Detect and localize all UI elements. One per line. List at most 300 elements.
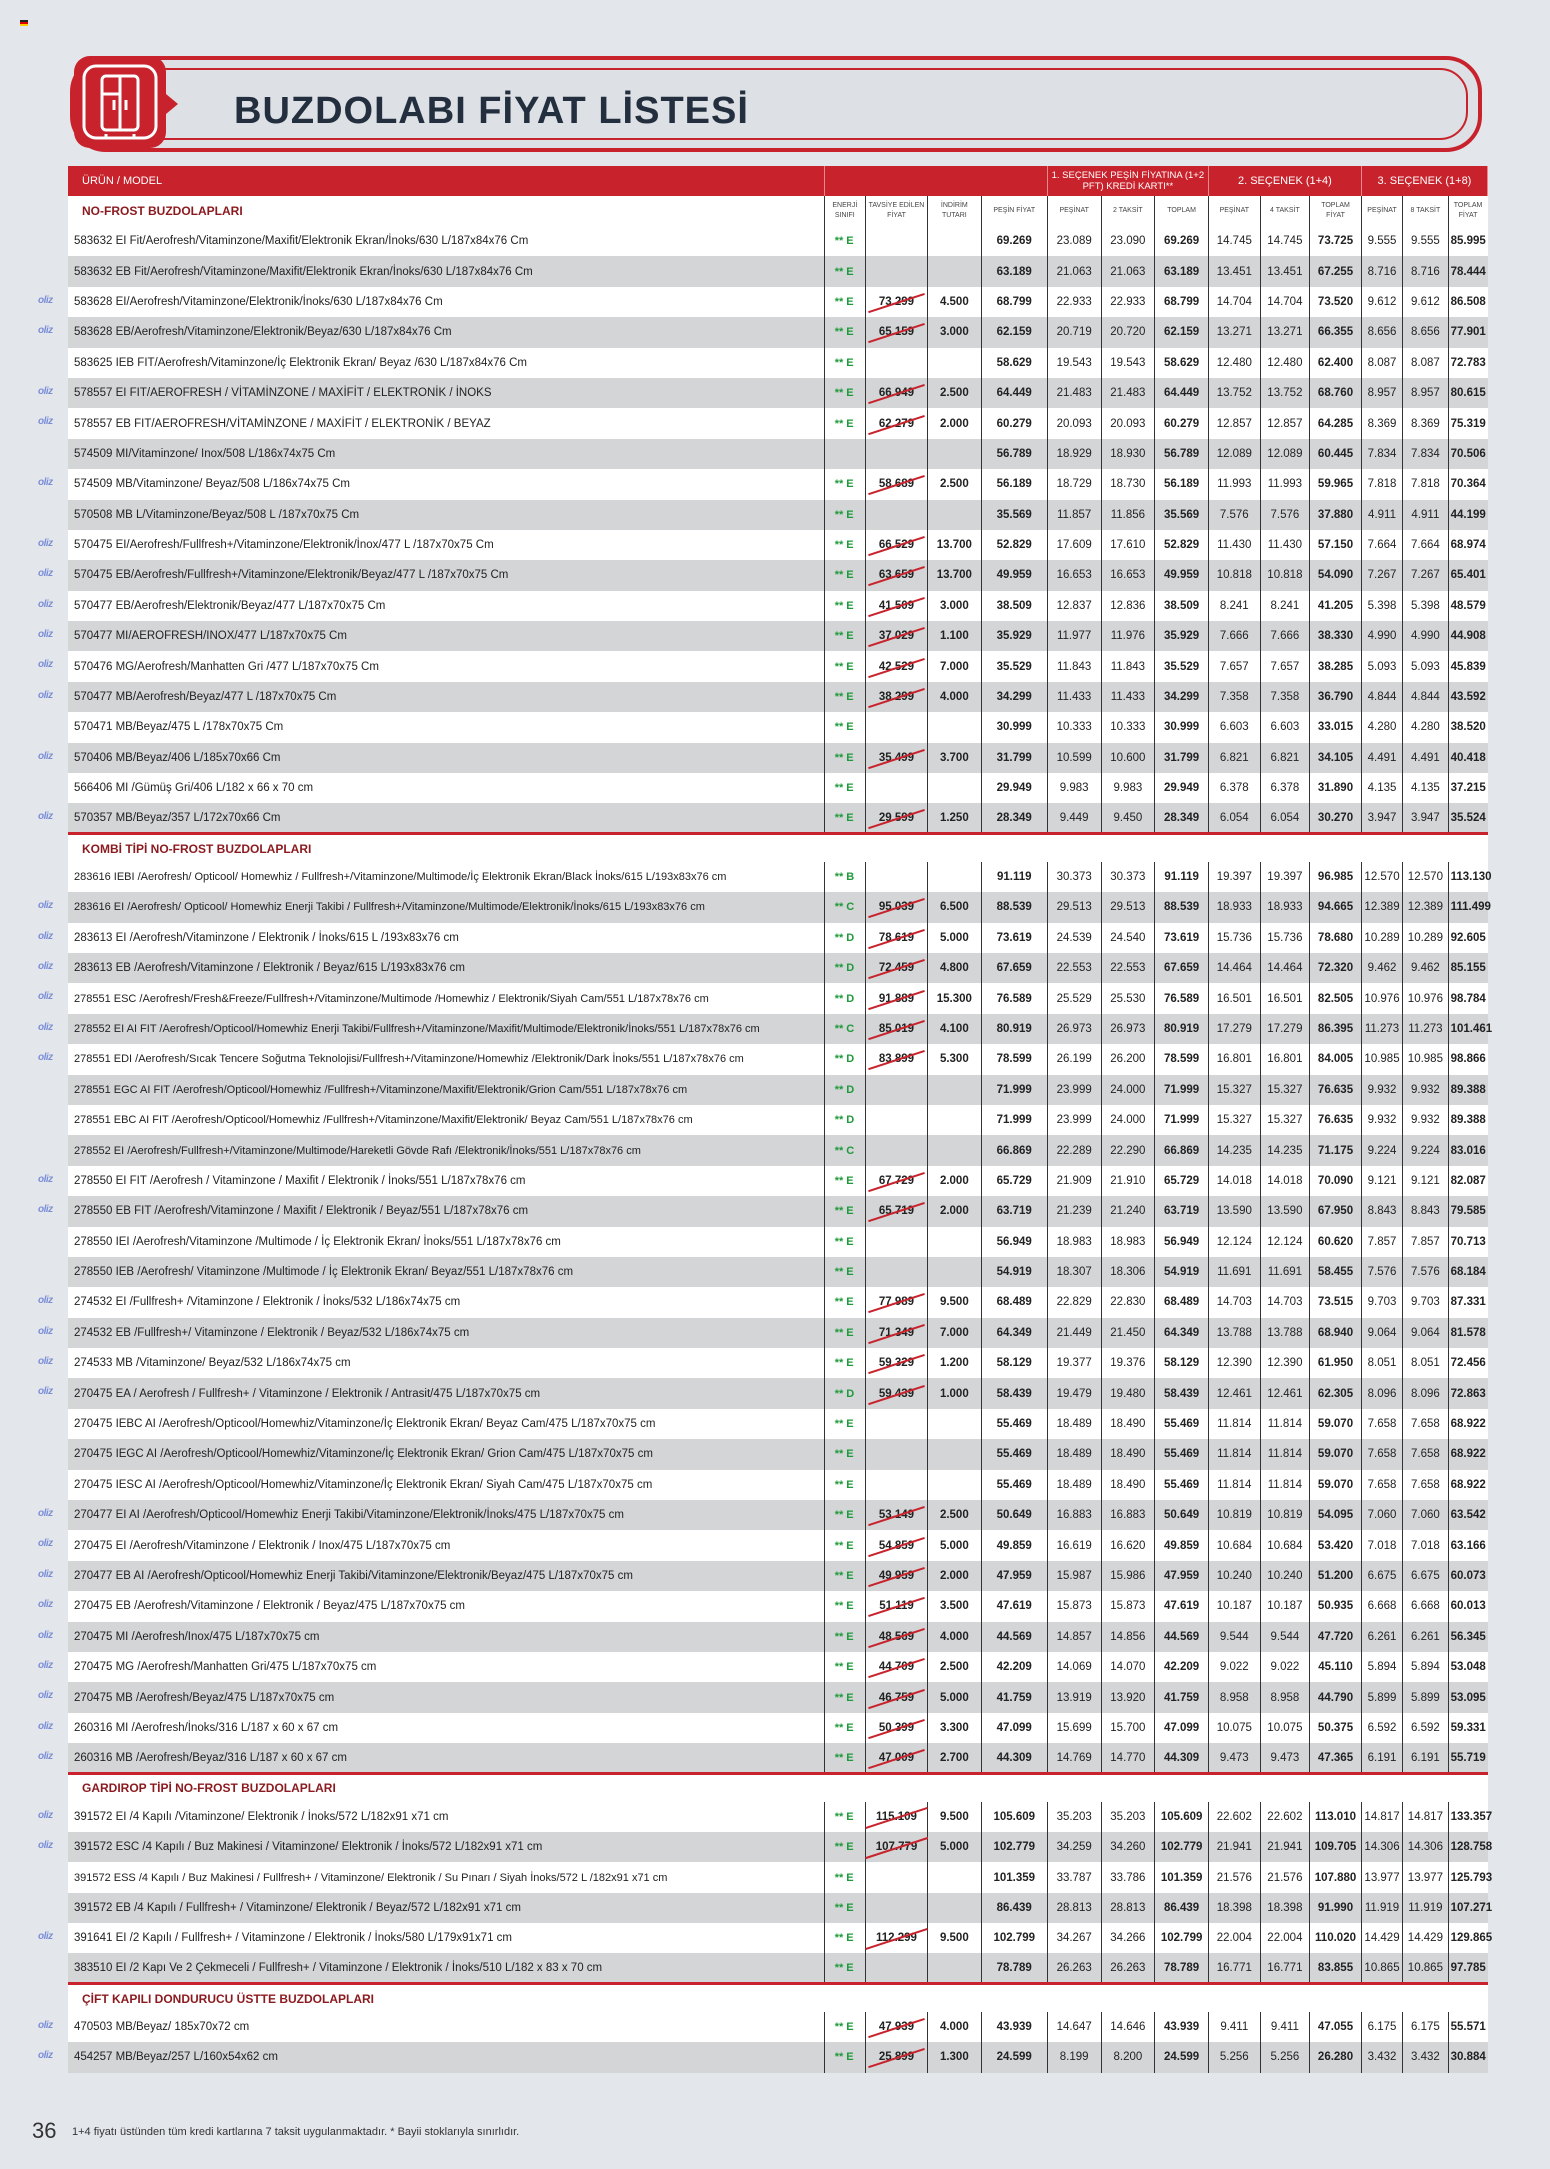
price-list xyxy=(866,651,928,681)
price-i3: 5.894 xyxy=(1403,1652,1448,1682)
price-d3: 7.018 xyxy=(1361,1530,1402,1560)
price-t3: 113.130 xyxy=(1448,862,1487,892)
price-d3: 8.096 xyxy=(1361,1378,1402,1408)
price-d1: 18.929 xyxy=(1047,439,1101,469)
oliz-badge: oliz xyxy=(38,1538,53,1550)
price-d1: 25.529 xyxy=(1047,983,1101,1013)
price-t3: 111.499 xyxy=(1448,892,1487,922)
model-name: 283613 EI /Aerofresh/Vitaminzone / Elektronik / İnoks/615 L /193x83x76 cm xyxy=(74,931,459,944)
price-t2: 58.455 xyxy=(1310,1257,1362,1287)
model-name: 278550 IEB /Aerofresh/ Vitaminzone /Multimode / İç Elektronik Ekran/ Beyaz/551 L/187x78x76 cm xyxy=(74,1266,574,1279)
price-i1: 14.770 xyxy=(1101,1743,1155,1773)
price-list xyxy=(866,1105,928,1135)
table-row xyxy=(68,1682,1488,1712)
price-t2: 47.365 xyxy=(1310,1743,1362,1773)
price-i3: 14.306 xyxy=(1403,1832,1448,1862)
model-name: 570477 MI/AEROFRESH/INOX/477 L/187x70x75 Cm xyxy=(74,630,347,643)
table-row xyxy=(68,1713,1488,1743)
subheader-cell: TAVSİYE EDİLEN FİYAT xyxy=(866,196,928,226)
price-i1: 21.483 xyxy=(1101,378,1155,408)
price-i2: 11.993 xyxy=(1260,469,1310,499)
price-d3: 7.658 xyxy=(1361,1409,1402,1439)
table-row xyxy=(68,439,1488,469)
price-i1: 26.973 xyxy=(1101,1014,1155,1044)
price-i2: 15.327 xyxy=(1260,1075,1310,1105)
list-price: 67.729 xyxy=(878,1174,915,1187)
price-i3: 13.977 xyxy=(1403,1862,1448,1892)
price-i1: 19.480 xyxy=(1101,1378,1155,1408)
price-d1: 16.653 xyxy=(1047,560,1101,590)
price-t3: 70.506 xyxy=(1448,439,1487,469)
price-d3: 6.191 xyxy=(1361,1743,1402,1773)
price-i3: 12.389 xyxy=(1403,892,1448,922)
price-d3: 9.555 xyxy=(1361,226,1402,256)
price-d1: 19.479 xyxy=(1047,1378,1101,1408)
price-i3: 9.224 xyxy=(1403,1135,1448,1165)
energy-class: ** E xyxy=(824,1953,865,1983)
price-i2: 11.430 xyxy=(1260,530,1310,560)
price-d2: 22.004 xyxy=(1208,1923,1260,1953)
price-t3: 68.974 xyxy=(1448,530,1487,560)
model-cell xyxy=(38,560,824,590)
price-d2: 10.818 xyxy=(1208,560,1260,590)
price-i2: 13.451 xyxy=(1260,256,1310,286)
price-i3: 4.911 xyxy=(1403,500,1448,530)
model-name: 270475 IEBC AI /Aerofresh/Opticool/Homewhiz/Vitaminzone/İç Elektronik Ekran/ Beyaz Cam/475 L/187x70x75 cm xyxy=(74,1418,656,1431)
price-cash: 42.209 xyxy=(981,1652,1047,1682)
energy-class: ** E xyxy=(824,378,865,408)
price-d2: 12.461 xyxy=(1208,1378,1260,1408)
price-d1: 14.069 xyxy=(1047,1652,1101,1682)
price-i1: 18.930 xyxy=(1101,439,1155,469)
price-disc: 3.000 xyxy=(927,317,981,347)
price-i3: 6.592 xyxy=(1403,1713,1448,1743)
oliz-badge: oliz xyxy=(38,1052,53,1064)
price-d3: 6.261 xyxy=(1361,1622,1402,1652)
price-disc: 5.000 xyxy=(927,1832,981,1862)
price-d3: 11.919 xyxy=(1361,1893,1402,1923)
price-list xyxy=(866,1378,928,1408)
price-d2: 10.187 xyxy=(1208,1591,1260,1621)
price-disc: 1.100 xyxy=(927,621,981,651)
price-i1: 13.920 xyxy=(1101,1682,1155,1712)
price-list xyxy=(866,1561,928,1591)
model-cell xyxy=(68,226,824,256)
price-t3: 68.922 xyxy=(1448,1439,1487,1469)
table-row xyxy=(68,1014,1488,1044)
energy-class: ** E xyxy=(824,1923,865,1953)
oliz-badge: oliz xyxy=(38,1173,53,1185)
price-i1: 9.450 xyxy=(1101,803,1155,833)
price-list xyxy=(866,1802,928,1832)
price-d3: 9.224 xyxy=(1361,1135,1402,1165)
price-i2: 6.054 xyxy=(1260,803,1310,833)
price-t3: 85.155 xyxy=(1448,953,1487,983)
list-price: 59.439 xyxy=(878,1387,915,1400)
table-row xyxy=(68,983,1488,1013)
price-i1: 21.450 xyxy=(1101,1318,1155,1348)
table-row xyxy=(68,773,1488,803)
price-d1: 14.769 xyxy=(1047,1743,1101,1773)
list-price: 35.499 xyxy=(878,751,915,764)
model-name: 283616 EI /Aerofresh/ Opticool/ Homewhiz Enerji Takibi / Fullfresh+/Vitaminzone/Multimode/Elektronik/İnoks/615 L/193x83x76 cm xyxy=(74,901,705,914)
price-disc: 2.000 xyxy=(927,408,981,438)
table-row xyxy=(68,348,1488,378)
model-cell xyxy=(38,1652,824,1682)
price-d1: 21.483 xyxy=(1047,378,1101,408)
model-name: 270475 EI /Aerofresh/Vitaminzone / Elektronik / Inox/475 L/187x70x75 cm xyxy=(74,1539,451,1552)
price-list xyxy=(866,2042,928,2072)
price-d2: 8.241 xyxy=(1208,591,1260,621)
oliz-badge: oliz xyxy=(38,416,53,428)
price-t1: 65.729 xyxy=(1155,1166,1209,1196)
price-i2: 10.187 xyxy=(1260,1591,1310,1621)
price-cash: 47.959 xyxy=(981,1561,1047,1591)
price-d3: 7.834 xyxy=(1361,439,1402,469)
price-disc: 9.500 xyxy=(927,1802,981,1832)
price-list xyxy=(866,1862,928,1892)
energy-class: ** E xyxy=(824,1257,865,1287)
price-d2: 7.358 xyxy=(1208,682,1260,712)
list-price: 72.459 xyxy=(878,962,915,975)
energy-class: ** D xyxy=(824,953,865,983)
price-t2: 82.505 xyxy=(1310,983,1362,1013)
price-list xyxy=(866,743,928,773)
model-cell xyxy=(38,1044,824,1074)
price-t2: 34.105 xyxy=(1310,743,1362,773)
price-disc: 9.500 xyxy=(927,1287,981,1317)
energy-class: ** B xyxy=(824,862,865,892)
price-d1: 33.787 xyxy=(1047,1862,1101,1892)
price-cash: 50.649 xyxy=(981,1500,1047,1530)
price-t2: 31.890 xyxy=(1310,773,1362,803)
oliz-badge: oliz xyxy=(38,1295,53,1307)
price-t2: 73.520 xyxy=(1310,287,1362,317)
price-disc: 5.000 xyxy=(927,923,981,953)
price-i3: 7.576 xyxy=(1403,1257,1448,1287)
price-i2: 6.821 xyxy=(1260,743,1310,773)
energy-class: ** E xyxy=(824,1591,865,1621)
price-list xyxy=(866,1622,928,1652)
price-d1: 30.373 xyxy=(1047,862,1101,892)
price-d3: 9.121 xyxy=(1361,1166,1402,1196)
price-d3: 12.570 xyxy=(1361,862,1402,892)
price-d2: 13.271 xyxy=(1208,317,1260,347)
option2-header: 2. SEÇENEK (1+4) xyxy=(1208,166,1361,196)
price-cash: 60.279 xyxy=(981,408,1047,438)
energy-class: ** C xyxy=(824,892,865,922)
energy-class: ** E xyxy=(824,1470,865,1500)
price-i1: 9.983 xyxy=(1101,773,1155,803)
price-i2: 8.958 xyxy=(1260,1682,1310,1712)
list-price: 44.709 xyxy=(878,1661,915,1674)
model-name: 383510 EI /2 Kapı Ve 2 Çekmeceli / Fullfresh+ / Vitaminzone / Elektronik / İnoks/510 L/182 x 83 x 70 cm xyxy=(74,1961,603,1974)
price-i2: 7.576 xyxy=(1260,500,1310,530)
price-i2: 9.473 xyxy=(1260,1743,1310,1773)
price-cash: 43.939 xyxy=(981,2012,1047,2042)
price-disc xyxy=(927,1470,981,1500)
oliz-badge: oliz xyxy=(38,1356,53,1368)
subheader-cell: PEŞİNAT xyxy=(1361,196,1402,226)
energy-class: ** E xyxy=(824,1713,865,1743)
price-t2: 110.020 xyxy=(1310,1923,1362,1953)
price-disc: 1.000 xyxy=(927,1378,981,1408)
price-i2: 12.124 xyxy=(1260,1227,1310,1257)
price-disc: 3.300 xyxy=(927,1713,981,1743)
price-i2: 10.818 xyxy=(1260,560,1310,590)
subheader-cell: TOPLAM FİYAT xyxy=(1448,196,1487,226)
price-i2: 11.814 xyxy=(1260,1409,1310,1439)
price-t1: 102.799 xyxy=(1155,1923,1209,1953)
model-cell xyxy=(38,378,824,408)
model-name: 570406 MB/Beyaz/406 L/185x70x66 Cm xyxy=(74,751,281,764)
price-t1: 34.299 xyxy=(1155,682,1209,712)
price-cash: 47.099 xyxy=(981,1713,1047,1743)
price-i1: 10.333 xyxy=(1101,712,1155,742)
price-t3: 98.784 xyxy=(1448,983,1487,1013)
price-d1: 34.259 xyxy=(1047,1832,1101,1862)
table-row xyxy=(68,1227,1488,1257)
price-cash: 76.589 xyxy=(981,983,1047,1013)
price-t1: 35.929 xyxy=(1155,621,1209,651)
price-t3: 129.865 xyxy=(1448,1923,1487,1953)
price-d3: 7.060 xyxy=(1361,1500,1402,1530)
model-cell xyxy=(68,1135,824,1165)
energy-class: ** E xyxy=(824,591,865,621)
price-d2: 11.814 xyxy=(1208,1470,1260,1500)
list-price: 115.109 xyxy=(876,1810,917,1823)
price-list xyxy=(866,1470,928,1500)
price-i2: 11.814 xyxy=(1260,1470,1310,1500)
price-i3: 7.018 xyxy=(1403,1530,1448,1560)
price-i1: 28.813 xyxy=(1101,1893,1155,1923)
table-row xyxy=(68,1196,1488,1226)
price-t3: 44.199 xyxy=(1448,500,1487,530)
list-price: 112.299 xyxy=(876,1932,917,1945)
price-d3: 6.175 xyxy=(1361,2012,1402,2042)
price-i3: 3.432 xyxy=(1403,2042,1448,2072)
table-row xyxy=(68,682,1488,712)
model-name: 260316 MI /Aerofresh/İnoks/316 L/187 x 60 x 67 cm xyxy=(74,1721,339,1734)
model-cell xyxy=(38,591,824,621)
price-t1: 78.789 xyxy=(1155,1953,1209,1983)
oliz-badge: oliz xyxy=(38,900,53,912)
model-cell xyxy=(38,1287,824,1317)
energy-class: ** E xyxy=(824,1227,865,1257)
price-d3: 7.664 xyxy=(1361,530,1402,560)
oliz-badge: oliz xyxy=(38,1690,53,1702)
price-cash: 68.799 xyxy=(981,287,1047,317)
model-cell xyxy=(38,287,824,317)
price-t1: 58.129 xyxy=(1155,1348,1209,1378)
price-d3: 7.818 xyxy=(1361,469,1402,499)
header-spacer xyxy=(824,166,1047,196)
model-name: 570475 EB/Aerofresh/Fullfresh+/Vitaminzone/Elektronik/Beyaz/477 L /187x70x75 Cm xyxy=(74,569,509,582)
price-d3: 6.668 xyxy=(1361,1591,1402,1621)
table-row xyxy=(68,1591,1488,1621)
price-t1: 58.629 xyxy=(1155,348,1209,378)
price-list xyxy=(866,953,928,983)
price-i3: 7.658 xyxy=(1403,1409,1448,1439)
model-cell xyxy=(68,1075,824,1105)
table-row xyxy=(68,1439,1488,1469)
model-cell xyxy=(68,1439,824,1469)
price-i1: 21.240 xyxy=(1101,1196,1155,1226)
price-i2: 16.771 xyxy=(1260,1953,1310,1983)
price-i1: 8.200 xyxy=(1101,2042,1155,2072)
price-i1: 18.490 xyxy=(1101,1470,1155,1500)
option1-header: 1. SEÇENEK PEŞİN FİYATINA (1+2 PFT) KREDİ KARTI** xyxy=(1047,166,1208,196)
price-i1: 22.830 xyxy=(1101,1287,1155,1317)
price-i1: 24.000 xyxy=(1101,1075,1155,1105)
price-d1: 22.289 xyxy=(1047,1135,1101,1165)
price-i2: 12.480 xyxy=(1260,348,1310,378)
model-name: 570475 EI/Aerofresh/Fullfresh+/Vitaminzone/Elektronik/İnox/477 L /187x70x75 Cm xyxy=(74,539,494,552)
oliz-badge: oliz xyxy=(38,568,53,580)
price-d3: 5.093 xyxy=(1361,651,1402,681)
price-d1: 13.919 xyxy=(1047,1682,1101,1712)
table-row xyxy=(68,1348,1488,1378)
price-i1: 19.376 xyxy=(1101,1348,1155,1378)
price-i2: 19.397 xyxy=(1260,862,1310,892)
energy-class: ** E xyxy=(824,348,865,378)
price-t3: 53.095 xyxy=(1448,1682,1487,1712)
oliz-badge: oliz xyxy=(38,1021,53,1033)
price-d3: 10.985 xyxy=(1361,1044,1402,1074)
model-cell xyxy=(38,1530,824,1560)
price-i3: 8.957 xyxy=(1403,378,1448,408)
price-disc: 4.000 xyxy=(927,2012,981,2042)
model-name: 583632 EI Fit/Aerofresh/Vitaminzone/Maxifit/Elektronik Ekran/İnoks/630 L/187x84x76 Cm xyxy=(74,235,529,248)
model-name: 574509 MI/Vitaminzone/ Inox/508 L/186x74x75 Cm xyxy=(74,447,336,460)
price-d2: 16.801 xyxy=(1208,1044,1260,1074)
price-d3: 5.899 xyxy=(1361,1682,1402,1712)
price-disc: 2.500 xyxy=(927,378,981,408)
price-t1: 56.949 xyxy=(1155,1227,1209,1257)
price-d2: 10.075 xyxy=(1208,1713,1260,1743)
model-cell xyxy=(38,803,824,833)
price-d2: 5.256 xyxy=(1208,2042,1260,2072)
price-t2: 76.635 xyxy=(1310,1105,1362,1135)
price-i2: 10.240 xyxy=(1260,1561,1310,1591)
price-d1: 19.377 xyxy=(1047,1348,1101,1378)
price-i1: 16.620 xyxy=(1101,1530,1155,1560)
price-cash: 102.779 xyxy=(981,1832,1047,1862)
price-t3: 48.579 xyxy=(1448,591,1487,621)
price-d1: 15.873 xyxy=(1047,1591,1101,1621)
table-row xyxy=(68,1530,1488,1560)
table-row xyxy=(68,1923,1488,1953)
price-disc: 3.000 xyxy=(927,591,981,621)
list-price: 85.019 xyxy=(878,1022,915,1035)
price-disc xyxy=(927,1075,981,1105)
price-t2: 64.285 xyxy=(1310,408,1362,438)
price-d1: 14.857 xyxy=(1047,1622,1101,1652)
price-list xyxy=(866,2012,928,2042)
price-i3: 8.096 xyxy=(1403,1378,1448,1408)
price-t3: 56.345 xyxy=(1448,1622,1487,1652)
price-cash: 38.509 xyxy=(981,591,1047,621)
page-number: 36 xyxy=(32,2118,57,2143)
subheader-cell: ENERJİ SINIFI xyxy=(824,196,865,226)
price-t2: 76.635 xyxy=(1310,1075,1362,1105)
price-disc: 1.250 xyxy=(927,803,981,833)
oliz-badge: oliz xyxy=(38,930,53,942)
list-price: 62.279 xyxy=(878,417,915,430)
table-row xyxy=(68,953,1488,983)
price-i1: 18.306 xyxy=(1101,1257,1155,1287)
price-t2: 68.760 xyxy=(1310,378,1362,408)
energy-class: ** E xyxy=(824,1318,865,1348)
price-cash: 52.829 xyxy=(981,530,1047,560)
price-d2: 11.691 xyxy=(1208,1257,1260,1287)
price-d1: 16.883 xyxy=(1047,1500,1101,1530)
table-row xyxy=(68,621,1488,651)
price-i1: 11.976 xyxy=(1101,621,1155,651)
model-cell xyxy=(38,953,824,983)
price-d2: 13.788 xyxy=(1208,1318,1260,1348)
price-t3: 81.578 xyxy=(1448,1318,1487,1348)
price-i3: 12.570 xyxy=(1403,862,1448,892)
energy-class: ** E xyxy=(824,1439,865,1469)
price-disc: 5.000 xyxy=(927,1530,981,1560)
price-i3: 7.060 xyxy=(1403,1500,1448,1530)
price-t2: 70.090 xyxy=(1310,1166,1362,1196)
price-t1: 71.999 xyxy=(1155,1075,1209,1105)
price-cash: 58.129 xyxy=(981,1348,1047,1378)
price-t1: 91.119 xyxy=(1155,862,1209,892)
price-t1: 69.269 xyxy=(1155,226,1209,256)
price-i1: 35.203 xyxy=(1101,1802,1155,1832)
price-i2: 12.089 xyxy=(1260,439,1310,469)
model-cell xyxy=(38,1591,824,1621)
table-row xyxy=(68,1862,1488,1892)
price-i2: 10.684 xyxy=(1260,1530,1310,1560)
model-name: 278550 EB FIT /Aerofresh/Vitaminzone / Maxifit / Elektronik / Beyaz/551 L/187x78x76 cm xyxy=(74,1205,529,1218)
price-cash: 58.629 xyxy=(981,348,1047,378)
table-header-band xyxy=(68,166,1488,196)
price-d1: 16.619 xyxy=(1047,1530,1101,1560)
price-cash: 73.619 xyxy=(981,923,1047,953)
list-price: 73.299 xyxy=(878,295,915,308)
price-t3: 98.866 xyxy=(1448,1044,1487,1074)
energy-class: ** E xyxy=(824,773,865,803)
list-price: 37.029 xyxy=(878,630,915,643)
table-row xyxy=(68,1953,1488,1983)
model-name: 270475 EB /Aerofresh/Vitaminzone / Elektronik / Beyaz/475 L/187x70x75 cm xyxy=(74,1600,466,1613)
price-t2: 38.285 xyxy=(1310,651,1362,681)
price-i1: 14.646 xyxy=(1101,2012,1155,2042)
price-d1: 12.837 xyxy=(1047,591,1101,621)
price-i2: 17.279 xyxy=(1260,1014,1310,1044)
price-t3: 70.364 xyxy=(1448,469,1487,499)
price-t1: 101.359 xyxy=(1155,1862,1209,1892)
price-t2: 91.990 xyxy=(1310,1893,1362,1923)
subheader-cell: 2 TAKSİT xyxy=(1101,196,1155,226)
price-disc xyxy=(927,256,981,286)
price-t3: 55.719 xyxy=(1448,1743,1487,1773)
price-disc: 4.100 xyxy=(927,1014,981,1044)
energy-class: ** E xyxy=(824,1166,865,1196)
price-i1: 22.553 xyxy=(1101,953,1155,983)
price-t3: 30.884 xyxy=(1448,2042,1487,2072)
price-list xyxy=(866,1014,928,1044)
price-d3: 9.612 xyxy=(1361,287,1402,317)
model-cell xyxy=(68,1953,824,1983)
price-d2: 9.473 xyxy=(1208,1743,1260,1773)
price-i2: 5.256 xyxy=(1260,2042,1310,2072)
price-d3: 14.817 xyxy=(1361,1802,1402,1832)
